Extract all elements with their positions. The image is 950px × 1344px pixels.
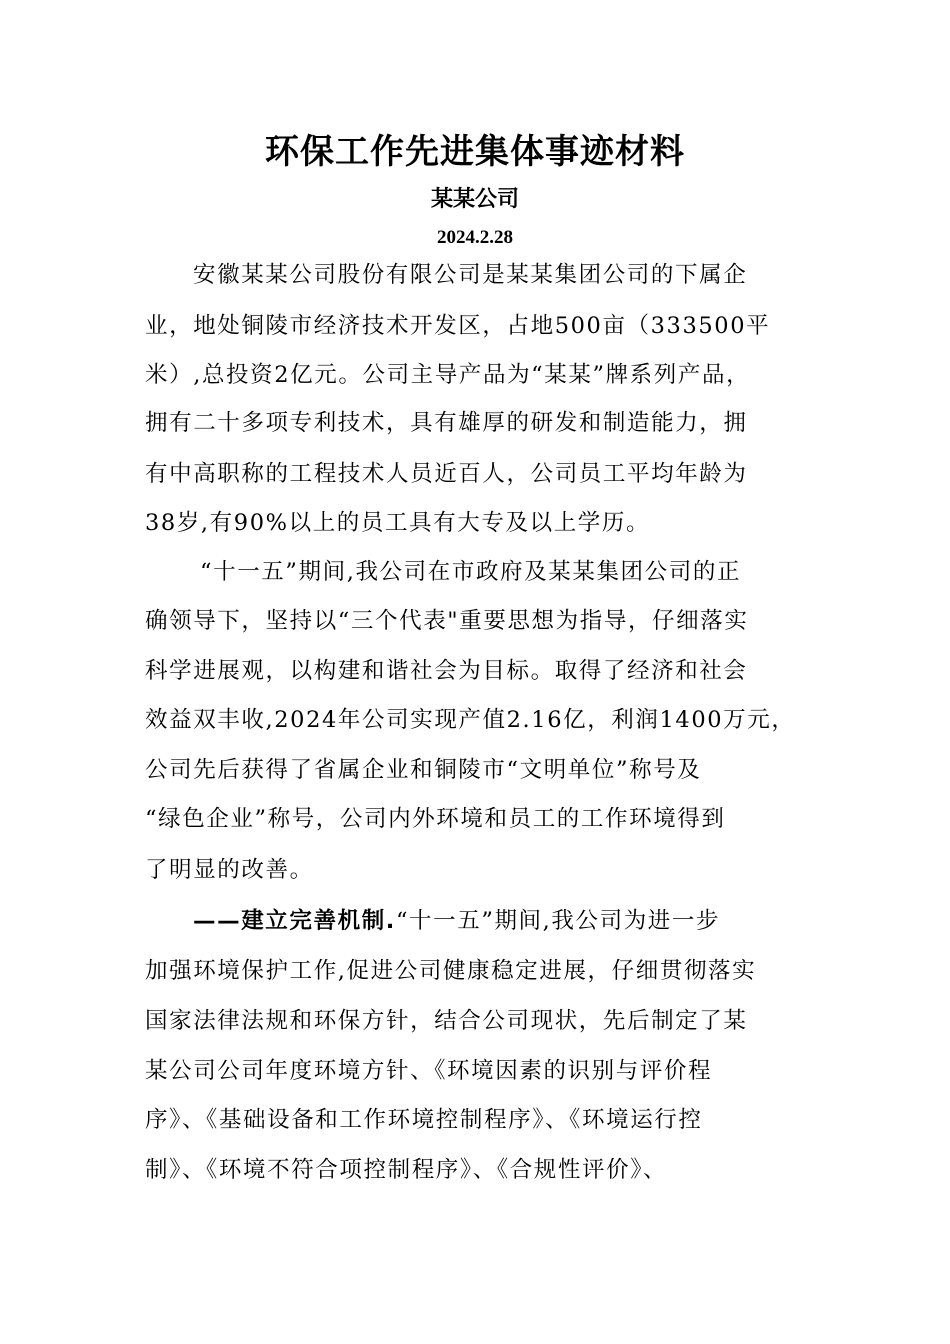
- paragraph-2-line-4: 效益双丰收,2024年公司实现产值2.16亿，利润1400万元，: [145, 707, 796, 733]
- company-name: 某某公司: [430, 187, 519, 212]
- paragraph-1-line-5: 有中高职称的工程技术人员近百人，公司员工平均年龄为: [145, 461, 748, 487]
- paragraph-1-line-1: 安徽某某公司股份有限公司是某某集团公司的下属企: [193, 262, 748, 288]
- paragraph-3-line-1: [193, 906, 873, 936]
- paragraph-1-line-6: 38岁,有90%以上的员工具有大专及以上学历。: [145, 510, 651, 536]
- paragraph-3-line-5: 序》、《基础设备和工作环境控制程序》、《环境运行控: [145, 1107, 703, 1133]
- paragraph-2-line-1: “十一五”期间,我公司在市政府及某某集团公司的正: [200, 559, 742, 585]
- paragraph-2-line-2: 确领导下，坚持以“三个代表"重要思想为指导，仔细落实: [145, 608, 749, 634]
- paragraph-3-first-line-text: “十一五”期间,我公司为进一步: [395, 908, 721, 934]
- paragraph-1-line-4: 拥有二十多项专利技术，具有雄厚的研发和制造能力，拥: [145, 410, 748, 436]
- paragraph-1-line-2: 业，地处铜陵市经济技术开发区，占地500亩（333500平: [145, 313, 771, 339]
- paragraph-2-line-7: 了明显的改善。: [145, 857, 314, 883]
- paragraph-1-line-3: 米）,总投资2亿元。公司主导产品为“某某”牌系列产品，: [145, 362, 751, 388]
- paragraph-2-line-5: 公司先后获得了省属企业和铜陵市“文明单位”称号及: [145, 757, 702, 783]
- paragraph-2-line-3: 科学进展观，以构建和谐社会为目标。取得了经济和社会: [145, 658, 748, 684]
- section-heading-mechanism: ——建立完善机制.: [193, 908, 396, 934]
- document-title: 环保工作先进集体事迹材料: [265, 132, 685, 172]
- document-date: 2024.2.28: [437, 227, 513, 248]
- paragraph-3-line-3: 国家法律法规和环保方针，结合公司现状，先后制定了某: [145, 1008, 748, 1034]
- paragraph-3-line-2: 加强环境保护工作,促进公司健康稳定进展，仔细贯彻落实: [145, 958, 757, 984]
- paragraph-2-line-6: “绿色企业”称号，公司内外环境和员工的工作环境得到: [145, 806, 726, 832]
- paragraph-3-line-4: 某公司公司年度环境方针、《环境因素的识别与评价程: [145, 1058, 713, 1084]
- paragraph-3-line-6: 制》、《环境不符合项控制程序》、《合规性评价》、: [145, 1157, 668, 1183]
